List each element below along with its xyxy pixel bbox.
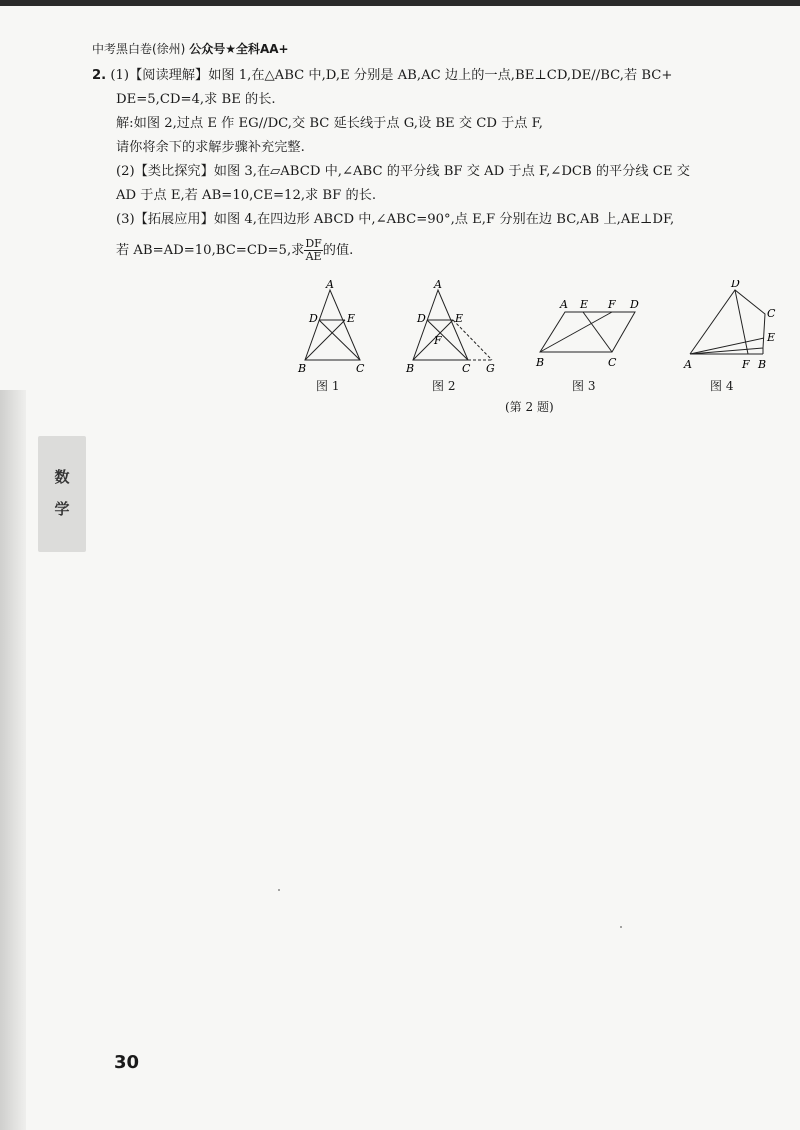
figure-1-caption: 图 1 <box>316 379 340 393</box>
fig1-label-a: A <box>326 280 334 291</box>
question-text-1: (1)【阅读理解】如图 1,在△ABC 中,D,E 分别是 AB,AC 边上的一点,BE⊥CD,DE//BC,若 BC+ <box>110 68 673 83</box>
fig3-label-d: D <box>630 298 639 311</box>
fig4-label-c: C <box>767 307 776 320</box>
figure-2-caption: 图 2 <box>432 379 456 393</box>
fraction-denominator: AE <box>305 250 322 263</box>
side-tab-char-2: 学 <box>54 500 70 518</box>
fig2-label-c: C <box>462 362 471 375</box>
fig4-label-b: B <box>758 358 767 371</box>
figure-3-diagram <box>540 312 635 352</box>
figure-4-diagram <box>690 290 765 354</box>
fig2-label-e: E <box>455 312 464 325</box>
figure-3-caption: 图 3 <box>572 379 596 393</box>
fig2-label-d: D <box>417 312 426 325</box>
question-line-1 <box>92 64 782 88</box>
running-header <box>92 40 289 57</box>
figure-group-caption: (第 2 题) <box>505 400 554 414</box>
fraction-numerator: DF <box>305 237 322 250</box>
fig2-label-f: F <box>434 334 442 347</box>
question-line-8 <box>92 238 782 263</box>
top-edge <box>0 0 800 6</box>
header-tag: 公众号★全科AA+ <box>189 42 289 56</box>
fig3-label-b: B <box>536 356 545 369</box>
figure-2-diagram <box>413 290 492 360</box>
question-number: 2. <box>92 68 107 83</box>
scan-speck <box>278 889 280 891</box>
fig4-label-f: F <box>742 358 750 371</box>
question-line-6: AD 于点 E,若 AB=10,CE=12,求 BF 的长. <box>116 188 377 203</box>
fig4-label-a: A <box>684 358 692 371</box>
question-line-7: (3)【拓展应用】如图 4,在四边形 ABCD 中,∠ABC=90°,点 E,F 分别在边 BC,AB 上,AE⊥DF, <box>116 212 675 227</box>
fig3-label-e: E <box>580 298 589 311</box>
scan-speck <box>620 926 622 928</box>
subject-side-tab <box>38 436 86 552</box>
fig3-label-c: C <box>608 356 617 369</box>
question-line-5: (2)【类比探究】如图 3,在▱ABCD 中,∠ABC 的平分线 BF 交 AD 于点 F,∠DCB 的平分线 CE 交 <box>116 164 690 179</box>
fig4-label-e: E <box>767 331 776 344</box>
fraction <box>304 238 322 263</box>
binding-shadow <box>0 390 26 1130</box>
header-title: 中考黑白卷(徐州) <box>92 42 186 56</box>
fig2-label-b: B <box>406 362 415 375</box>
figure-4-caption: 图 4 <box>710 379 734 393</box>
question-line-3: 解:如图 2,过点 E 作 EG//DC,交 BC 延长线于点 G,设 BE 交 CD 于点 F, <box>116 116 543 131</box>
question-line-2: DE=5,CD=4,求 BE 的长. <box>116 92 276 107</box>
fig3-label-f: F <box>608 298 616 311</box>
fig1-label-e: E <box>347 312 356 325</box>
page-number: 30 <box>114 1052 140 1073</box>
question-text-8-post: 的值. <box>322 243 354 258</box>
question-block <box>92 64 782 263</box>
question-line-4: 请你将余下的求解步骤补充完整. <box>116 140 305 155</box>
fig4-label-d: D <box>731 280 740 290</box>
fig3-label-a: A <box>560 298 568 311</box>
figures-svg <box>290 280 790 390</box>
fig1-label-c: C <box>356 362 365 375</box>
fig1-label-b: B <box>298 362 307 375</box>
figure-1-diagram <box>305 290 360 360</box>
fig1-label-d: D <box>309 312 318 325</box>
fig2-label-a: A <box>434 280 442 291</box>
side-tab-char-1: 数 <box>54 468 70 486</box>
question-text-8-pre: 若 AB=AD=10,BC=CD=5,求 <box>116 243 305 258</box>
fig2-label-g: G <box>486 362 495 375</box>
